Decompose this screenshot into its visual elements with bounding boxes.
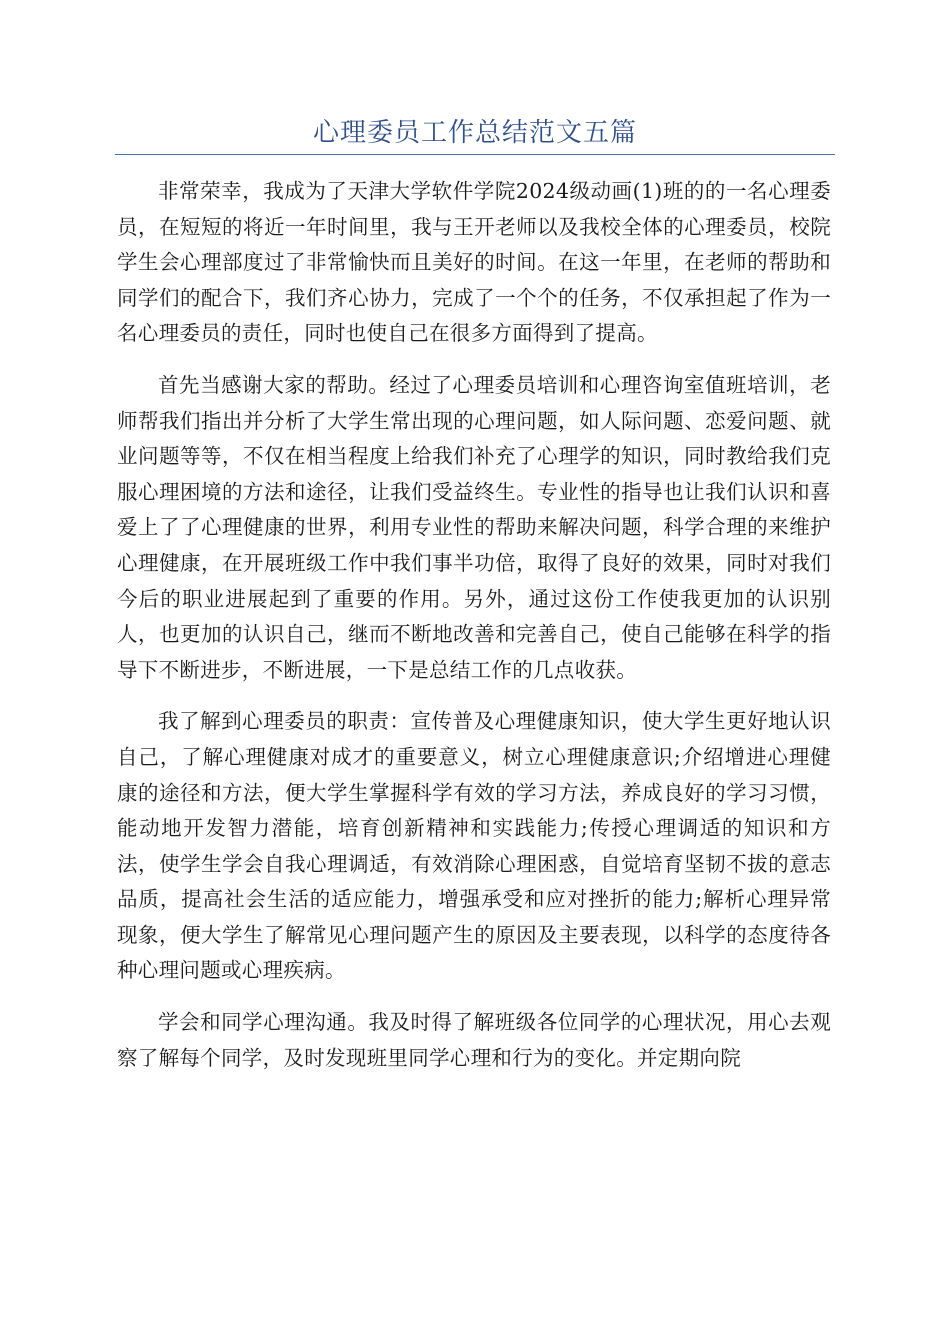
paragraph-2: 首先当感谢大家的帮助。经过了心理委员培训和心理咨询室值班培训，老师帮我们指出并分析了大学生常出现的心理问题，如人际问题、恋爱问题、就业问题等等，不仅在相当程度上给我们补充了心理学的知识，同时教给我们克服心理困境的方法和途径，让我们受益终生。专业性的指导也让我们认识和喜爱上了了心理健康的世界，利用专业性的帮助来解决问题，科学合理的来维护心理健康，在开展班级工作中我们事半功倍，取得了良好的效果，同时对我们今后的职业进展起到了重要的作用。另外，通过这份工作使我更加的认识别人，也更加的认识自己，继而不断地改善和完善自己，使自己能够在科学的指导下不断进步，不断进展，一下是总结工作的几点收获。 [117, 372, 831, 682]
document-body [117, 174, 831, 1092]
title-underline [115, 154, 835, 155]
document-title: 心理委员工作总结范文五篇 [312, 118, 637, 148]
paragraph-4: 学会和同学心理沟通。我及时得了解班级各位同学的心理状况，用心去观察了解每个同学，及时发现班里同学心理和行为的变化。并定期向院 [117, 1010, 831, 1070]
paragraph-3: 我了解到心理委员的职责：宣传普及心理健康知识，使大学生更好地认识自己，了解心理健康对成才的重要意义，树立心理健康意识;介绍增进心理健康的途径和方法，便大学生掌握科学有效的学习方法，养成良好的学习习惯，能动地开发智力潜能，培育创新精神和实践能力;传授心理调适的知识和方法，使学生学会自我心理调适，有效消除心理困惑，自觉培育坚韧不拔的意志品质，提高社会生活的适应能力，增强承受和应对挫折的能力;解析心理异常现象，便大学生了解常见心理问题产生的原因及主要表现，以科学的态度待各种心理问题或心理疾病。 [117, 709, 831, 983]
paragraph-1: 非常荣幸，我成为了天津大学软件学院2024级动画(1)班的的一名心理委员，在短短的将近一年时间里，我与王开老师以及我校全体的心理委员，校院学生会心理部度过了非常愉快而且美好的时间。在这一年里，在老师的帮助和同学们的配合下，我们齐心协力，完成了一个个的任务，不仅承担起了作为一名心理委员的责任，同时也使自己在很多方面得到了提高。 [117, 179, 831, 346]
